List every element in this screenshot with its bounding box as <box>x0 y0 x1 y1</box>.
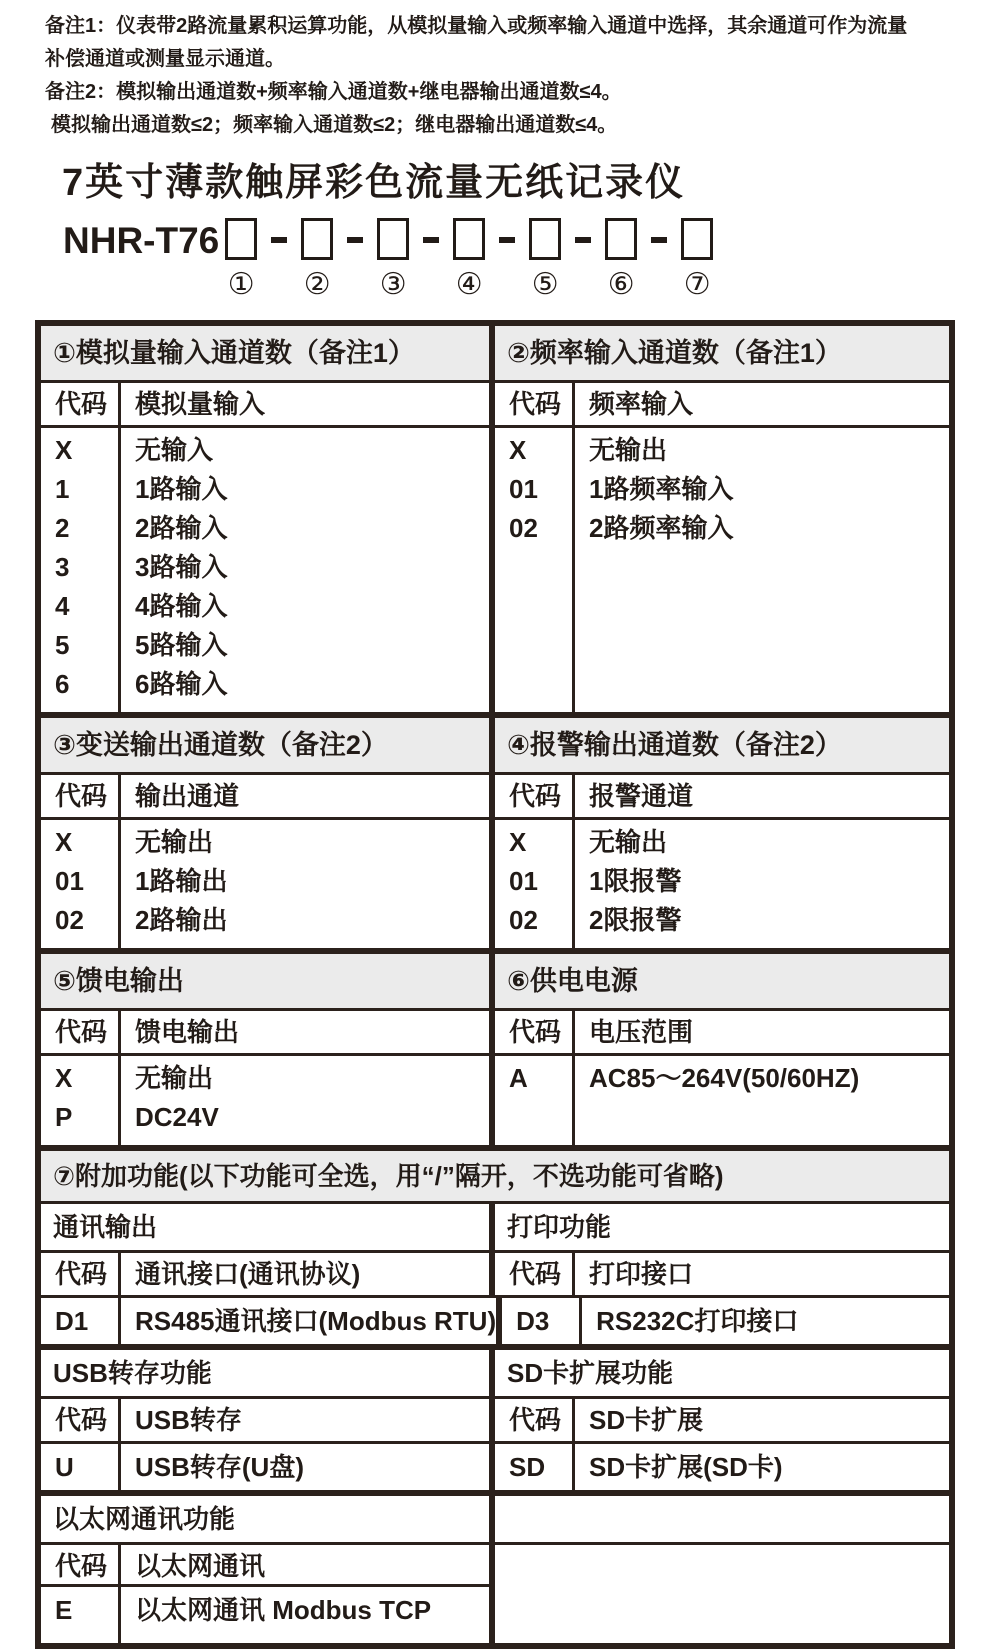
position-number-7: ⑦ <box>683 267 711 302</box>
section-header-row-1-2 <box>41 326 949 380</box>
section-7-header: ⑦附加功能(以下功能可全选，用“/”隔开，不选功能可省略) <box>53 1161 724 1191</box>
panel-1-desc-column-label: 模拟量输入 <box>135 389 266 419</box>
dash-separator <box>423 237 439 243</box>
option-label: 5路输入 <box>135 630 228 660</box>
panel-3-body <box>41 820 495 948</box>
model-slot-2 <box>300 218 334 302</box>
code-value: X <box>55 1063 73 1093</box>
code-column-label: 代码 <box>41 775 121 817</box>
dash-separator <box>575 237 591 243</box>
code-column-label: 代码 <box>41 1545 121 1587</box>
option-label: 无输出 <box>135 1063 214 1093</box>
feature-usb-column-header <box>41 1399 495 1441</box>
option-label: 1限报警 <box>589 866 682 896</box>
code-value: 3 <box>55 552 70 582</box>
panel-2-codes <box>495 428 575 712</box>
code-value: SD <box>495 1444 575 1490</box>
model-slot-7 <box>680 218 714 302</box>
option-label: RS485通讯接口(Modbus RTU) <box>135 1306 497 1336</box>
panel-4-descriptions <box>575 820 949 948</box>
code-column-label: 代码 <box>495 1011 575 1053</box>
panel-4-desc-column-label: 报警通道 <box>589 781 694 811</box>
feature-sd-desc-column-label: SD卡扩展 <box>589 1405 704 1435</box>
panel-3-codes <box>41 820 121 948</box>
code-value: 02 <box>509 513 538 543</box>
code-value: D1 <box>41 1298 121 1344</box>
option-label: SD卡扩展(SD卡) <box>589 1452 783 1482</box>
section-5-header: ⑤馈电输出 <box>41 954 495 1008</box>
panel-6-codes <box>495 1056 575 1145</box>
option-rows-3-4 <box>41 817 949 948</box>
code-value: 5 <box>55 630 70 660</box>
panel-1-column-header <box>41 383 495 425</box>
model-slot-box <box>453 218 485 260</box>
option-label: 3路输入 <box>135 552 228 582</box>
code-value: X <box>509 827 527 857</box>
code-column-label: 代码 <box>41 1253 121 1295</box>
panel-2-desc-column-label: 频率输入 <box>589 389 694 419</box>
code-value: P <box>55 1102 73 1132</box>
panel-2-body <box>495 428 949 712</box>
option-label: 无输入 <box>135 435 214 465</box>
code-value: 2 <box>55 513 70 543</box>
feature-comm-column-header <box>41 1253 495 1295</box>
panel-6-desc-column-label: 电压范围 <box>589 1017 694 1047</box>
section-3-header: ③变送输出通道数（备注2） <box>41 718 495 772</box>
code-column-label: 代码 <box>495 1253 575 1295</box>
panel-6-body <box>495 1056 949 1145</box>
feature-usb-option <box>41 1444 495 1490</box>
panel-6-column-header <box>495 1011 949 1053</box>
option-label: USB转存(U盘) <box>135 1452 304 1482</box>
note-2-line-1: 备注2：模拟输出通道数+频率输入通道数+继电器输出通道数≤4。 <box>45 81 622 103</box>
dash-separator <box>347 237 363 243</box>
feature-title-row-usb-sd <box>41 1344 949 1396</box>
option-label: 无输出 <box>589 827 668 857</box>
feature-column-header-comm-print <box>41 1250 949 1295</box>
panel-5-descriptions <box>121 1056 489 1145</box>
panel-6-descriptions <box>575 1056 949 1145</box>
option-label: 无输出 <box>589 435 668 465</box>
position-number-3: ③ <box>379 267 407 302</box>
position-number-5: ⑤ <box>531 267 559 302</box>
code-value: E <box>41 1587 121 1643</box>
option-label: DC24V <box>135 1102 219 1132</box>
panel-5-codes <box>41 1056 121 1145</box>
model-slot-1 <box>224 218 258 302</box>
panel-2-column-header <box>495 383 949 425</box>
feature-ethernet-column-header <box>41 1545 489 1587</box>
section-2-header: ②频率输入通道数（备注1） <box>507 338 842 368</box>
model-slot-box <box>377 218 409 260</box>
column-header-row-5-6 <box>41 1008 949 1053</box>
code-value: 01 <box>55 866 84 896</box>
feature-print-desc-column-label: 打印接口 <box>589 1259 694 1289</box>
section-1-header: ①模拟量输入通道数（备注1） <box>41 326 495 380</box>
notes-block <box>0 0 990 142</box>
option-label: 以太网通讯 Modbus TCP <box>135 1595 432 1625</box>
option-label: 1路频率输入 <box>589 474 734 504</box>
option-label: 2路频率输入 <box>589 513 734 543</box>
code-value: U <box>41 1444 121 1490</box>
code-value: X <box>55 435 73 465</box>
panel-3-desc-column-label: 输出通道 <box>135 781 240 811</box>
code-value: 01 <box>509 474 538 504</box>
option-label: 1路输入 <box>135 474 228 504</box>
feature-title-row-ethernet <box>41 1490 949 1542</box>
feature-comm-title: 通讯输出 <box>41 1204 495 1250</box>
code-column-label: 代码 <box>41 1399 121 1441</box>
feature-sd-column-header <box>495 1399 949 1441</box>
code-value: D3 <box>502 1298 582 1344</box>
option-label: 4路输入 <box>135 591 228 621</box>
dash-separator <box>651 237 667 243</box>
code-column-label: 代码 <box>41 383 121 425</box>
feature-print-column-header <box>495 1253 949 1295</box>
code-value: A <box>509 1063 528 1093</box>
option-rows-5-6 <box>41 1053 949 1145</box>
model-slot-5 <box>528 218 562 302</box>
option-label: 2限报警 <box>589 905 682 935</box>
panel-3-descriptions <box>121 820 489 948</box>
code-column-label: 代码 <box>41 1011 121 1053</box>
feature-sd-title: SD卡扩展功能 <box>507 1358 674 1388</box>
option-label: RS232C打印接口 <box>596 1306 799 1336</box>
dash-separator <box>271 237 287 243</box>
panel-2-descriptions <box>575 428 949 712</box>
code-value: 1 <box>55 474 70 504</box>
feature-sd-option <box>495 1444 949 1490</box>
product-title: 7英寸薄款触屏彩色流量无纸记录仪 <box>62 162 686 204</box>
feature-body-ethernet <box>41 1542 949 1643</box>
feature-column-header-usb-sd <box>41 1396 949 1441</box>
model-slot-box <box>301 218 333 260</box>
panel-5-column-header <box>41 1011 495 1053</box>
empty-cell <box>495 1496 949 1542</box>
panel-4-column-header <box>495 775 949 817</box>
code-value: 02 <box>509 905 538 935</box>
panel-1-codes <box>41 428 121 712</box>
panel-5-desc-column-label: 馈电输出 <box>135 1017 240 1047</box>
panel-4-codes <box>495 820 575 948</box>
feature-title-row-comm-print <box>41 1201 949 1250</box>
panel-3-column-header <box>41 775 495 817</box>
model-code-row <box>63 218 990 302</box>
option-label: AC85～264V(50/60HZ) <box>589 1063 860 1093</box>
feature-usb-title: USB转存功能 <box>41 1350 495 1396</box>
code-value: 6 <box>55 669 70 699</box>
option-label: 无输出 <box>135 827 214 857</box>
code-column-label: 代码 <box>495 383 575 425</box>
column-header-row-1-2 <box>41 380 949 425</box>
model-slot-6 <box>604 218 638 302</box>
section-header-row-3-4 <box>41 712 949 772</box>
feature-comm-desc-column-label: 通讯接口(通讯协议) <box>135 1259 361 1289</box>
feature-usb-desc-column-label: USB转存 <box>135 1405 242 1435</box>
code-value: X <box>509 435 527 465</box>
empty-cell <box>495 1545 949 1643</box>
note-1-line-2: 补偿通道或测量显示通道。 <box>45 48 285 70</box>
code-column-label: 代码 <box>495 775 575 817</box>
column-header-row-3-4 <box>41 772 949 817</box>
position-number-1: ① <box>227 267 255 302</box>
panel-1-body <box>41 428 495 712</box>
section-7-header-row <box>41 1145 949 1201</box>
option-label: 2路输出 <box>135 905 228 935</box>
section-header-row-5-6 <box>41 948 949 1008</box>
feature-option-row-usb-sd <box>41 1441 949 1490</box>
option-rows-1-2 <box>41 425 949 712</box>
model-slot-4 <box>452 218 486 302</box>
code-column-label: 代码 <box>495 1399 575 1441</box>
dash-separator <box>499 237 515 243</box>
feature-comm-option <box>41 1298 502 1344</box>
code-value: 4 <box>55 591 70 621</box>
feature-ethernet-title: 以太网通讯功能 <box>41 1496 495 1542</box>
feature-ethernet-desc-column-label: 以太网通讯 <box>121 1545 489 1587</box>
model-slot-box <box>225 218 257 260</box>
ordering-spec-table <box>35 320 955 1649</box>
position-number-4: ④ <box>455 267 483 302</box>
panel-1-descriptions <box>121 428 489 712</box>
model-slot-3 <box>376 218 410 302</box>
note-2-line-2: 模拟输出通道数≤2；频率输入通道数≤2；继电器输出通道数≤4。 <box>51 114 618 136</box>
code-value: 02 <box>55 905 84 935</box>
model-slot-box <box>605 218 637 260</box>
feature-print-option <box>502 1298 949 1344</box>
model-prefix: NHR-T76 <box>63 220 220 261</box>
model-slot-box <box>529 218 561 260</box>
section-4-header: ④报警输出通道数（备注2） <box>507 730 842 760</box>
panel-5-body <box>41 1056 495 1145</box>
feature-print-title: 打印功能 <box>507 1212 612 1242</box>
feature-ethernet-rows <box>41 1545 495 1643</box>
position-number-2: ② <box>303 267 331 302</box>
option-label: 1路输出 <box>135 866 228 896</box>
code-value: 01 <box>509 866 538 896</box>
code-value: X <box>55 827 73 857</box>
option-label: 2路输入 <box>135 513 228 543</box>
note-1-line-1: 备注1：仪表带2路流量累积运算功能，从模拟量输入或频率输入通道中选择，其余通道可作为流量 <box>45 15 908 37</box>
model-slot-box <box>681 218 713 260</box>
option-label: 6路输入 <box>135 669 228 699</box>
feature-ethernet-option <box>41 1587 489 1643</box>
position-number-6: ⑥ <box>607 267 635 302</box>
panel-4-body <box>495 820 949 948</box>
feature-option-row-comm-print <box>41 1295 949 1344</box>
section-6-header: ⑥供电电源 <box>507 966 638 996</box>
